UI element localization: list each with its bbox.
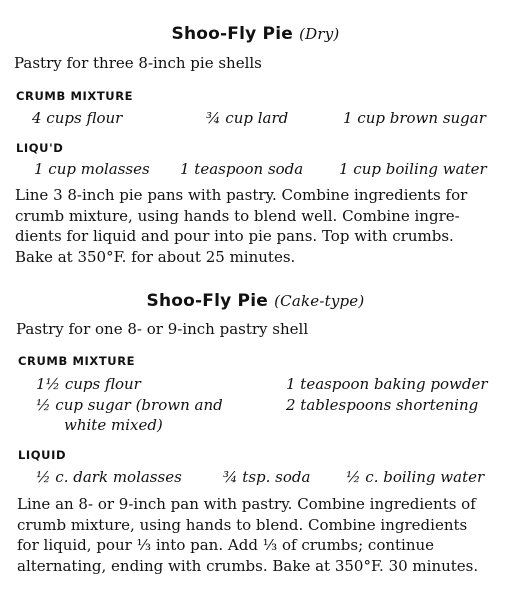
recipe1-directions-line: dients for liquid and pour into pie pans. Top with crumbs. [15, 227, 454, 245]
recipe2-title-text: Shoo-Fly Pie [146, 291, 268, 311]
recipe2-title [0, 291, 511, 311]
recipe2-crumb-item: ½ cup sugar (brown and [36, 396, 223, 414]
recipe1-title-text: Shoo-Fly Pie [171, 24, 293, 44]
recipe2-crumb-item: white mixed) [64, 416, 163, 434]
recipe1-crumb-item: 1 cup brown sugar [343, 109, 486, 127]
recipe1-directions-line: Line 3 8-inch pie pans with pastry. Combine ingredients for [15, 186, 468, 204]
recipe1-liquid-item: 1 teaspoon soda [180, 160, 304, 178]
recipe2-crumb-item: 1½ cups flour [36, 375, 141, 393]
recipe1-subtitle: (Dry) [299, 25, 340, 43]
recipe2-liquid-item: ¾ tsp. soda [223, 468, 311, 486]
recipe2-liquid-item: ½ c. dark molasses [36, 468, 182, 486]
recipe1-directions-line: Bake at 350°F. for about 25 minutes. [15, 247, 296, 266]
recipe2-crumb-item: 1 teaspoon baking powder [286, 375, 488, 393]
recipe1-liquid-item: 1 cup boiling water [339, 160, 487, 178]
recipe2-crumb-heading: CRUMB MIXTURE [18, 354, 136, 368]
recipe1-crumb-heading: CRUMB MIXTURE [16, 89, 134, 103]
recipe2-crumb-item: 2 tablespoons shortening [286, 396, 479, 414]
recipe1-crumb-item: ¾ cup lard [206, 109, 289, 127]
recipe2-liquid-item: ½ c. boiling water [346, 468, 485, 486]
recipe2-directions-line: for liquid, pour ⅓ into pan. Add ⅓ of crumbs; continue [17, 536, 435, 554]
recipe1-directions [15, 185, 467, 267]
recipe2-directions [17, 494, 478, 576]
recipe2-pastry: Pastry for one 8- or 9-inch pastry shell [16, 320, 309, 338]
recipe2-directions-line: Line an 8- or 9-inch pan with pastry. Combine ingredients of [17, 495, 476, 513]
recipe1-liquid-item: 1 cup molasses [34, 160, 150, 178]
recipe2-liquid-heading: LIQUID [18, 448, 67, 462]
recipe1-title [0, 24, 511, 44]
recipe1-pastry: Pastry for three 8-inch pie shells [14, 54, 262, 72]
recipe1-liquid-heading: LIQU'D [16, 141, 64, 155]
recipe1-crumb-item: 4 cups flour [32, 109, 123, 127]
recipe2-directions-line: crumb mixture, using hands to blend. Combine ingredients [17, 515, 468, 534]
recipe1-directions-line: crumb mixture, using hands to blend well. Combine ingre- [15, 206, 460, 225]
recipe2-subtitle: (Cake-type) [274, 292, 365, 310]
recipe2-directions-line: alternating, ending with crumbs. Bake at 350°F. 30 minutes. [17, 556, 479, 575]
